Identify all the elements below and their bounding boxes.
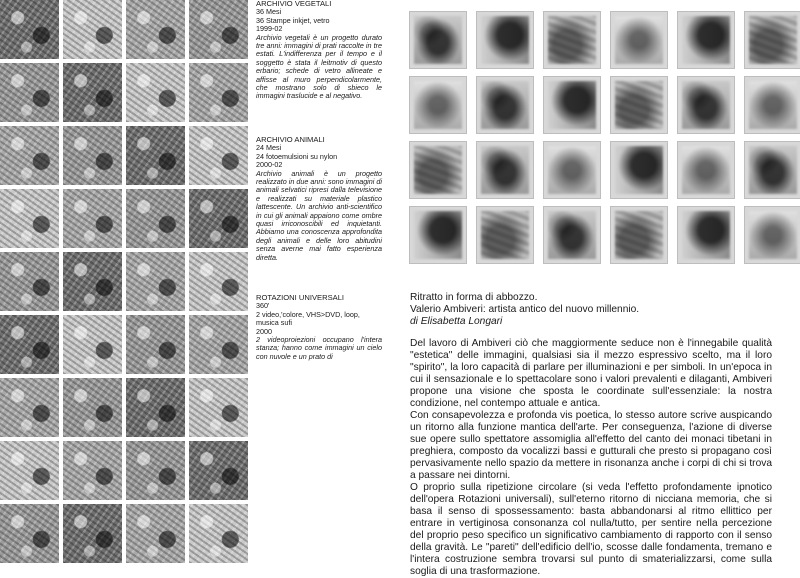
animal-frame <box>409 141 467 199</box>
entry-medium: 36 Stampe inkjet, vetro <box>256 15 330 25</box>
animal-frame <box>476 206 534 264</box>
animal-photo <box>63 189 122 248</box>
plant-photo <box>189 315 248 374</box>
plant-photo <box>126 63 185 122</box>
plant-photo <box>63 504 122 563</box>
entry-medium: 24 fotoemulsioni su nylon <box>256 151 338 161</box>
left-photo-grid <box>0 0 250 561</box>
animal-photo <box>189 126 248 185</box>
animal-frame <box>543 11 601 69</box>
animal-frame <box>677 141 735 199</box>
animal-frame <box>543 206 601 264</box>
plant-photo <box>189 252 248 311</box>
plant-photo <box>126 504 185 563</box>
animal-frame <box>744 76 800 134</box>
animal-frame <box>476 141 534 199</box>
article <box>410 292 772 578</box>
plant-photo <box>126 0 185 59</box>
plant-photo <box>63 63 122 122</box>
article-subtitle: Valerio Ambiveri: artista antico del nuovo millennio. <box>410 304 640 315</box>
entry-description: 2 videoproiezioni occupano l'intera stanza; hanno come immagini un cielo con nuvole e un prato di <box>256 335 382 361</box>
animal-photo <box>0 189 59 248</box>
plant-photo <box>0 504 59 563</box>
plant-photo <box>63 252 122 311</box>
animal-frame <box>543 141 601 199</box>
plant-photo <box>63 441 122 500</box>
entry-title: ARCHIVIO ANIMALI <box>256 135 325 144</box>
animal-frame <box>610 141 668 199</box>
article-paragraph: O proprio sulla ripetizione circolare (si veda l'effetto profondamente ipnotico dell'opera Rotazioni universali), sull'eterno ritorno di nicciana memoria, che si basa il senso di spossessamento: basta abbandonarsi al ritmo ellittico per entrare in vertiginosa consonanza col nulla/tutto, per sentire nella percezione del proprio peso specifico un significativo cambiamento di rapporto con il senso della gravità. Le "pareti" dell'edificio dell'io, scosse dalle fondamenta, tremano e l'intera costruzione sembra trovarsi sul punto di smaterializzarsi, come sulla soglia di una trasformazione. <box>410 482 772 577</box>
animal-frame <box>677 206 735 264</box>
animal-frame <box>744 141 800 199</box>
animal-frame <box>476 11 534 69</box>
entry-years: 2000 <box>256 326 272 336</box>
entry-title: ARCHIVIO VEGETALI <box>256 0 332 8</box>
animal-frame <box>677 76 735 134</box>
plant-photo <box>126 378 185 437</box>
entry-duration: 36 Mesi <box>256 7 282 17</box>
plant-photo <box>0 0 59 59</box>
animal-frame <box>610 76 668 134</box>
article-paragraph: Del lavoro di Ambiveri ciò che maggiormente seduce non è l'innegabile qualità "estetica" delle immagini, qualsiasi sia il mezzo espressivo scelto, ma il loro "spirito", la loro capacità di parlare per illuminazioni e per simboli. In un'epoca in cui il sensazionale e lo spettacolare sono i valori prevalenti e dilaganti, Ambiveri propone una visione che sposta le coordinate sull'essenziale: la nostra condizione, nel contempo attuale e antica. <box>410 338 772 409</box>
catalog-entry-animali <box>256 136 382 262</box>
plant-photo <box>63 0 122 59</box>
entry-description: Archivio vegetali è un progetto durato tre anni: immagini di prati raccolte in tre estati. L'indifferenza per il tempo e il soggetto è stata il leitmotiv di questo erbario; schede di vetro allineate e affisse al muro perpendicolarmente, che mostrano solo di sbieco le immagini traslucide e al negativo. <box>256 32 382 101</box>
plant-photo <box>0 63 59 122</box>
animal-frame <box>744 206 800 264</box>
animal-photo <box>0 126 59 185</box>
animal-photo <box>126 189 185 248</box>
animal-frames-grid <box>409 11 800 264</box>
animal-photo <box>126 126 185 185</box>
entry-duration: 24 Mesi <box>256 143 282 153</box>
plant-photo <box>0 378 59 437</box>
plant-photo <box>0 252 59 311</box>
plant-photo <box>126 441 185 500</box>
entry-years: 2000-02 <box>256 160 283 170</box>
plant-photo <box>189 378 248 437</box>
animal-frame <box>409 11 467 69</box>
catalog-entry-vegetali <box>256 0 382 101</box>
plant-photo <box>189 504 248 563</box>
plant-photo <box>189 63 248 122</box>
animal-frame <box>409 76 467 134</box>
entry-years: 1999-02 <box>256 24 283 34</box>
plant-photo <box>0 441 59 500</box>
entry-title: ROTAZIONI UNIVERSALI <box>256 293 345 302</box>
plant-photo <box>189 0 248 59</box>
animal-frame <box>744 11 800 69</box>
plant-photo <box>126 315 185 374</box>
catalog-entry-rotazioni <box>256 294 382 361</box>
entry-medium: 2 video,'colore, VHS>DVD, loop, musica sufi <box>256 309 360 328</box>
article-body <box>410 338 772 578</box>
article-title: Ritratto in forma di abbozzo. <box>410 292 538 303</box>
entry-description: Archivio animali è un progetto realizzato in due anni: sono immagini di animali selvatici ripresi dalla televisione e realizzati su materiale plastico lattescente. Un archivio anti-scientifico in cui gli animali appaiono come ombre quasi irriconoscibili ed inquietanti. Abbiamo una conoscenza approfondita degli animali e delle loro abitudini senza averne mai fatto esperienza diretta. <box>256 168 382 262</box>
animal-photo <box>63 126 122 185</box>
animal-photo <box>189 189 248 248</box>
plant-photo <box>63 378 122 437</box>
animal-frame <box>476 76 534 134</box>
animal-frame <box>677 11 735 69</box>
animal-frame <box>543 76 601 134</box>
article-author: di Elisabetta Longari <box>410 316 503 327</box>
plant-photo <box>0 315 59 374</box>
plant-photo <box>126 252 185 311</box>
article-paragraph: Con consapevolezza e profonda vis poetica, lo stesso autore scrive auspicando un ritorno alla funzione mantica dell'arte. Per conseguenza, l'azione di diverse sue opere sullo spettatore assomiglia all'effetto del canto dei monaci tibetani in preghiera, composto da vocalizzi bassi e gutturali che presto si propagano così pervasivamente nello spazio da mettere in risonanza anche i corpi di chi si trova a passare nei dintorni. <box>410 410 772 481</box>
article-heading <box>410 292 772 328</box>
animal-frame <box>610 206 668 264</box>
plant-photo <box>63 315 122 374</box>
entry-duration: 360' <box>256 301 270 311</box>
animal-frame <box>610 11 668 69</box>
plant-photo <box>189 441 248 500</box>
animal-frame <box>409 206 467 264</box>
